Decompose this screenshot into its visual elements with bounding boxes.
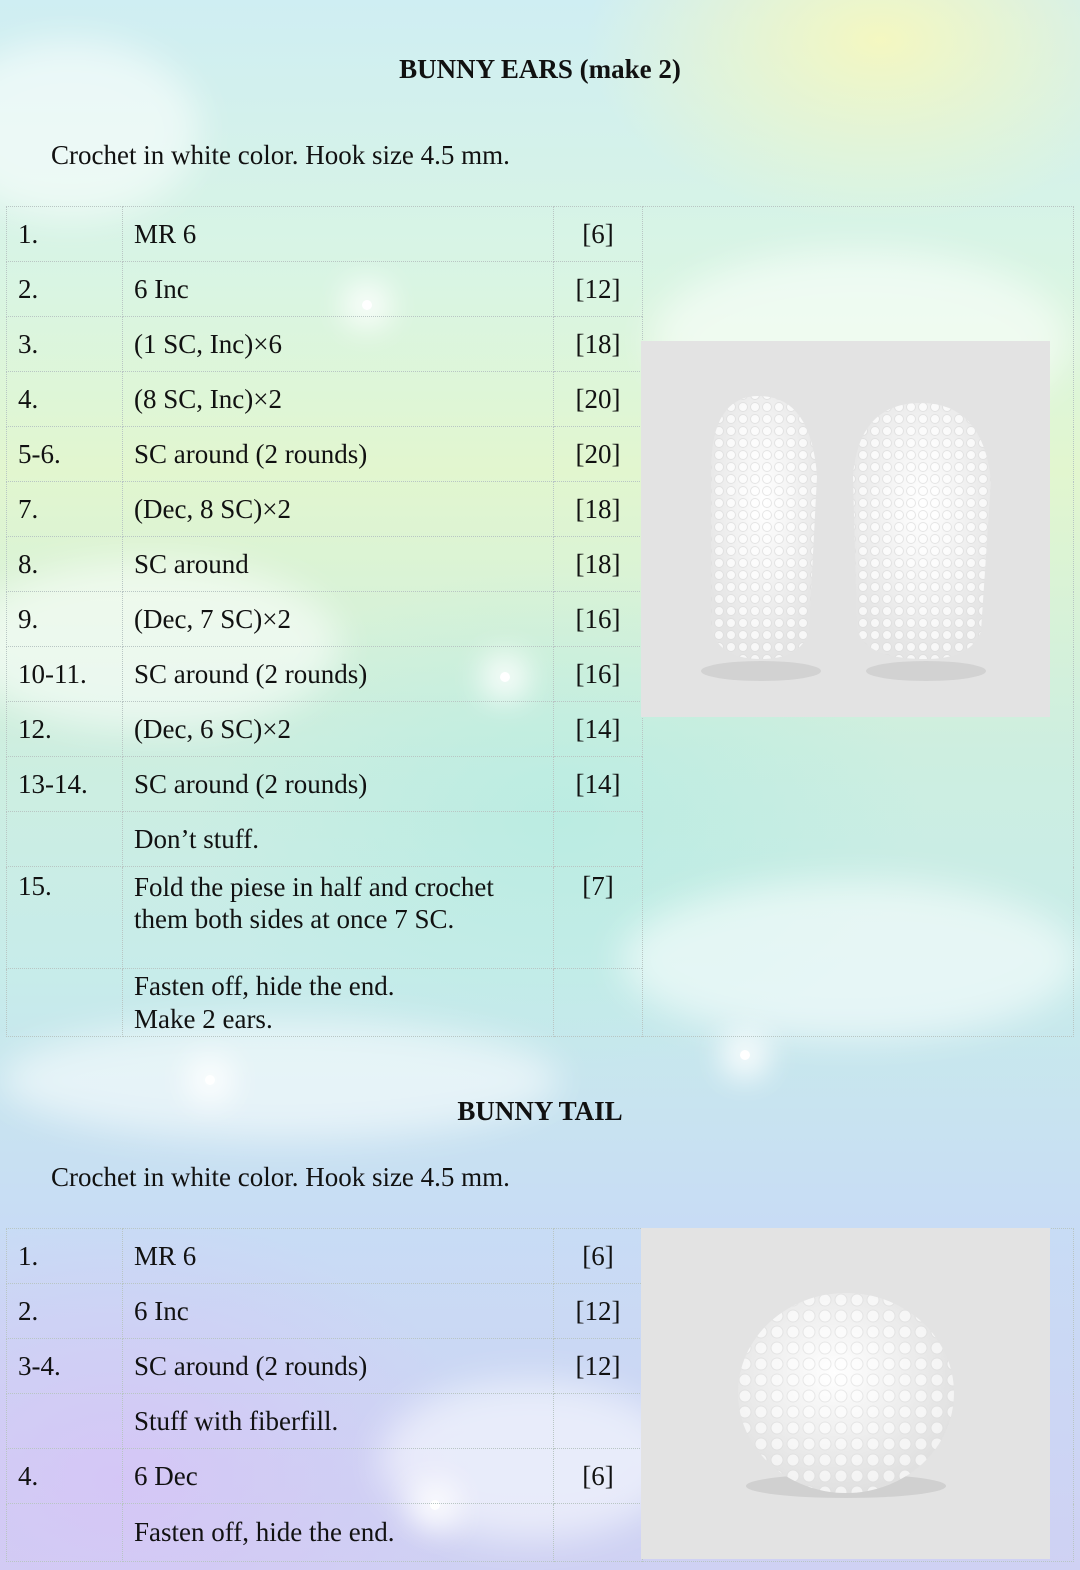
round-instruction: Don’t stuff. xyxy=(123,812,554,867)
stitch-count: [6] xyxy=(554,1449,643,1504)
round-number: 2. xyxy=(7,1284,123,1339)
round-instruction: MR 6 xyxy=(123,1229,554,1284)
stitch-count: [20] xyxy=(554,427,643,482)
round-number xyxy=(7,812,123,867)
round-instruction: Fasten off, hide the end. Make 2 ears. xyxy=(123,969,554,1037)
round-instruction: (Dec, 6 SC)×2 xyxy=(123,702,554,757)
round-instruction: SC around xyxy=(123,537,554,592)
ears-section-title: BUNNY EARS (make 2) xyxy=(399,54,681,84)
round-number: 9. xyxy=(7,592,123,647)
stitch-count: [6] xyxy=(554,1229,643,1284)
round-instruction: MR 6 xyxy=(123,207,554,262)
bunny-tail-photo xyxy=(641,1228,1050,1559)
stitch-count: [6] xyxy=(554,207,643,262)
round-instruction: (8 SC, Inc)×2 xyxy=(123,372,554,427)
crochet-ears-image xyxy=(641,341,1050,717)
round-number: 5-6. xyxy=(7,427,123,482)
round-number: 3. xyxy=(7,317,123,372)
round-instruction: SC around (2 rounds) xyxy=(123,427,554,482)
stitch-count: [16] xyxy=(554,647,643,702)
stitch-count: [14] xyxy=(554,702,643,757)
round-number xyxy=(7,1394,123,1449)
round-instruction: 6 Inc xyxy=(123,262,554,317)
stitch-count: [18] xyxy=(554,482,643,537)
crochet-tail-image xyxy=(641,1228,1050,1559)
round-number: 3-4. xyxy=(7,1339,123,1394)
round-number xyxy=(7,969,123,1037)
round-number: 4. xyxy=(7,372,123,427)
tail-section-title: BUNNY TAIL xyxy=(457,1096,623,1126)
round-instruction: 6 Dec xyxy=(123,1449,554,1504)
round-number: 7. xyxy=(7,482,123,537)
stitch-count xyxy=(554,969,643,1037)
stitch-count: [20] xyxy=(554,372,643,427)
ears-intro-text: Crochet in white color. Hook size 4.5 mm. xyxy=(51,140,510,170)
round-instruction: SC around (2 rounds) xyxy=(123,1339,554,1394)
round-instruction: Fold the piese in half and crochet them both sides at once 7 SC. xyxy=(123,867,554,969)
background-sparkle xyxy=(740,1050,750,1060)
round-number: 12. xyxy=(7,702,123,757)
round-number: 1. xyxy=(7,1229,123,1284)
round-number xyxy=(7,1504,123,1562)
stitch-count: [12] xyxy=(554,262,643,317)
round-instruction: 6 Inc xyxy=(123,1284,554,1339)
tail-intro-text: Crochet in white color. Hook size 4.5 mm. xyxy=(51,1162,510,1192)
stitch-count: [18] xyxy=(554,537,643,592)
round-number: 2. xyxy=(7,262,123,317)
stitch-count xyxy=(554,1504,643,1562)
stitch-count: [12] xyxy=(554,1339,643,1394)
background-sparkle xyxy=(205,1075,215,1085)
stitch-count: [16] xyxy=(554,592,643,647)
round-number: 13-14. xyxy=(7,757,123,812)
round-instruction: Stuff with fiberfill. xyxy=(123,1394,554,1449)
bunny-ears-photo xyxy=(641,341,1050,717)
round-instruction: (Dec, 8 SC)×2 xyxy=(123,482,554,537)
round-instruction: SC around (2 rounds) xyxy=(123,757,554,812)
round-number: 15. xyxy=(7,867,123,969)
round-number: 4. xyxy=(7,1449,123,1504)
stitch-count: [12] xyxy=(554,1284,643,1339)
stitch-count: [18] xyxy=(554,317,643,372)
stitch-count xyxy=(554,1394,643,1449)
round-number: 8. xyxy=(7,537,123,592)
stitch-count: [7] xyxy=(554,867,643,969)
table-row xyxy=(7,207,1074,262)
stitch-count: [14] xyxy=(554,757,643,812)
round-instruction: Fasten off, hide the end. xyxy=(123,1504,554,1562)
stitch-count xyxy=(554,812,643,867)
round-instruction: (Dec, 7 SC)×2 xyxy=(123,592,554,647)
round-instruction: SC around (2 rounds) xyxy=(123,647,554,702)
round-number: 1. xyxy=(7,207,123,262)
round-number: 10-11. xyxy=(7,647,123,702)
round-instruction: (1 SC, Inc)×6 xyxy=(123,317,554,372)
